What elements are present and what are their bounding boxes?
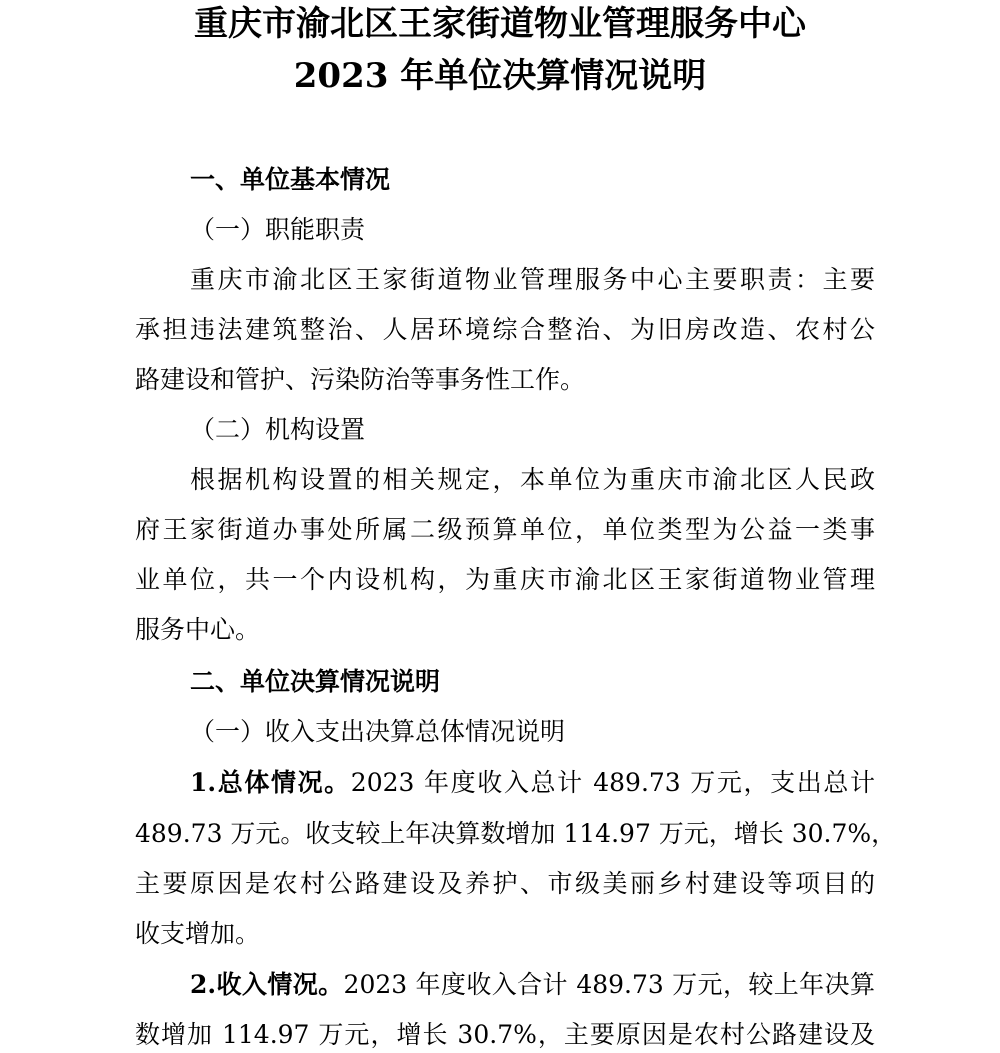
paragraph-line: 重庆市渝北区王家街道物业管理服务中心主要职责：主要 (190, 265, 875, 294)
document-title-line-2: 2023 年单位决算情况说明 (293, 56, 707, 96)
section-2-heading: 二、单位决算情况说明 (190, 667, 441, 696)
paragraph-line: 489.73 万元。收支较上年决算数增加 114.97 万元，增长 30.7%， (135, 819, 897, 848)
section-1-sub-1-heading: （一）职能职责 (190, 215, 366, 244)
item-2-first-line (190, 969, 875, 1001)
item-1-lead: 1.总体情况。 (190, 768, 351, 797)
paragraph-line: 数增加 114.97 万元，增长 30.7%，主要原因是农村公路建设及 (135, 1020, 875, 1049)
item-1-text: 2023 年度收入总计 489.73 万元，支出总计 (350, 768, 875, 797)
section-1-heading: 一、单位基本情况 (190, 165, 391, 194)
paragraph-line: 根据机构设置的相关规定，本单位为重庆市渝北区人民政 (190, 465, 875, 494)
paragraph-line: 路建设和管护、污染防治等事务性工作。 (135, 365, 586, 394)
item-1-first-line (190, 767, 875, 799)
paragraph-line: 业单位，共一个内设机构，为重庆市渝北区王家街道物业管理 (135, 565, 875, 594)
document-title-line-1: 重庆市渝北区王家街道物业管理服务中心 (194, 4, 806, 44)
section-1-sub-2-heading: （二）机构设置 (190, 415, 366, 444)
item-2-lead: 2.收入情况。 (190, 970, 344, 999)
paragraph-line: 府王家街道办事处所属二级预算单位，单位类型为公益一类事 (135, 515, 875, 544)
paragraph-line: 服务中心。 (135, 615, 261, 644)
paragraph-line: 主要原因是农村公路建设及养护、市级美丽乡村建设等项目的 (135, 869, 875, 898)
section-2-sub-1-heading: （一）收入支出决算总体情况说明 (190, 717, 566, 746)
paragraph-line: 承担违法建筑整治、人居环境综合整治、为旧房改造、农村公 (135, 315, 875, 344)
item-2-text: 2023 年度收入合计 489.73 万元，较上年决算 (343, 970, 875, 999)
paragraph-line: 收支增加。 (135, 919, 261, 948)
